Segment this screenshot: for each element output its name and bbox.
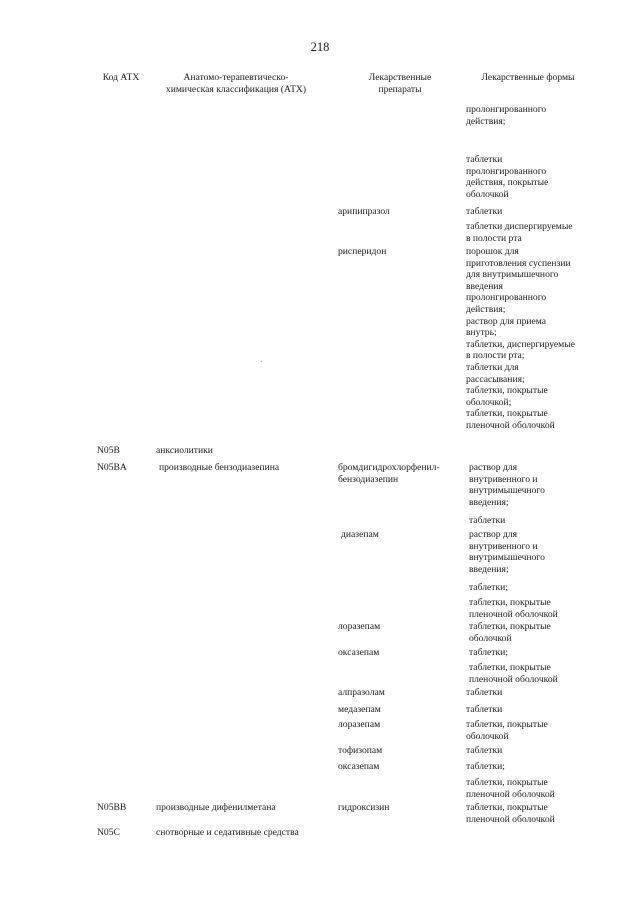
cell-form: таблетки, покрытые пленочной оболочкой xyxy=(469,662,558,685)
cell-form: таблетки, покрытые пленочной оболочкой xyxy=(466,802,555,825)
cell-form: таблетки xyxy=(466,745,503,756)
cell-form: таблетки, покрытые пленочной оболочкой xyxy=(466,777,555,800)
header-code: Код АТХ xyxy=(102,72,140,83)
cell-class: снотворные и седативные средства xyxy=(156,827,299,838)
header-forms: Лекарственные формы xyxy=(481,72,575,83)
cell-form: таблетки xyxy=(466,704,503,715)
cell-drug: оксазепам xyxy=(338,761,380,772)
scan-speck xyxy=(261,361,262,362)
cell-class: производные бензодиазепина xyxy=(159,462,280,473)
cell-drug: тофизопам xyxy=(338,745,383,756)
cell-form: таблетки; xyxy=(469,647,508,658)
cell-drug: гидроксизин xyxy=(338,802,390,813)
cell-class: производные дифенилметана xyxy=(156,802,276,813)
cell-form: таблетки xyxy=(469,515,506,526)
cell-form: раствор для внутривенного и внутримышечного введения; xyxy=(469,529,545,575)
cell-drug: бромдигидрохлорфенил- бензодиазепин xyxy=(338,462,440,485)
cell-form: таблетки, покрытые пленочной оболочкой xyxy=(469,597,558,620)
cell-code: N05BA xyxy=(97,462,127,473)
cell-form: таблетки xyxy=(466,206,503,217)
cell-form: раствор для внутривенного и внутримышечного введения; xyxy=(469,462,545,508)
cell-form: таблетки xyxy=(466,687,503,698)
header-class: Анатомо-терапевтическо- химическая классификация (АТХ) xyxy=(165,72,307,95)
cell-drug: оксазепам xyxy=(338,647,380,658)
cell-drug: лоразепам xyxy=(338,621,381,632)
cell-code: N05C xyxy=(97,827,120,838)
cell-form: таблетки диспергируемые в полости рта xyxy=(466,221,573,244)
cell-code: N05BB xyxy=(97,802,127,813)
cell-drug: медазепам xyxy=(338,704,381,715)
cell-form: пролонгированного действия; xyxy=(466,104,547,127)
cell-drug: рисперидон xyxy=(338,246,387,257)
cell-form: таблетки; xyxy=(466,761,505,772)
cell-class: анксиолитики xyxy=(156,445,213,456)
cell-form: порошок для приготовления суспензии для внутримышечного введения пролонгированного действия; раствор для приема внутрь; таблетки, диспергируемые в полости рта; таблетки для рассасывания; таблетки, покрытые оболочкой; таблетки, покрытые пленочной оболочкой xyxy=(466,246,575,431)
cell-form: таблетки; xyxy=(469,582,508,593)
cell-drug: лоразепам xyxy=(338,719,381,730)
cell-drug: алпразолам xyxy=(338,687,385,698)
page-number: 218 xyxy=(310,40,330,54)
cell-code: N05B xyxy=(97,445,120,456)
header-drugs: Лекарственные препараты xyxy=(368,72,432,95)
cell-drug: арипипразол xyxy=(338,206,390,217)
cell-drug: диазепам xyxy=(341,529,379,540)
cell-form: таблетки, покрытые оболочкой xyxy=(466,719,548,742)
cell-form: таблетки, покрытые оболочкой xyxy=(469,621,551,644)
cell-form: таблетки пролонгированного действия, покрытые оболочкой xyxy=(466,154,549,200)
